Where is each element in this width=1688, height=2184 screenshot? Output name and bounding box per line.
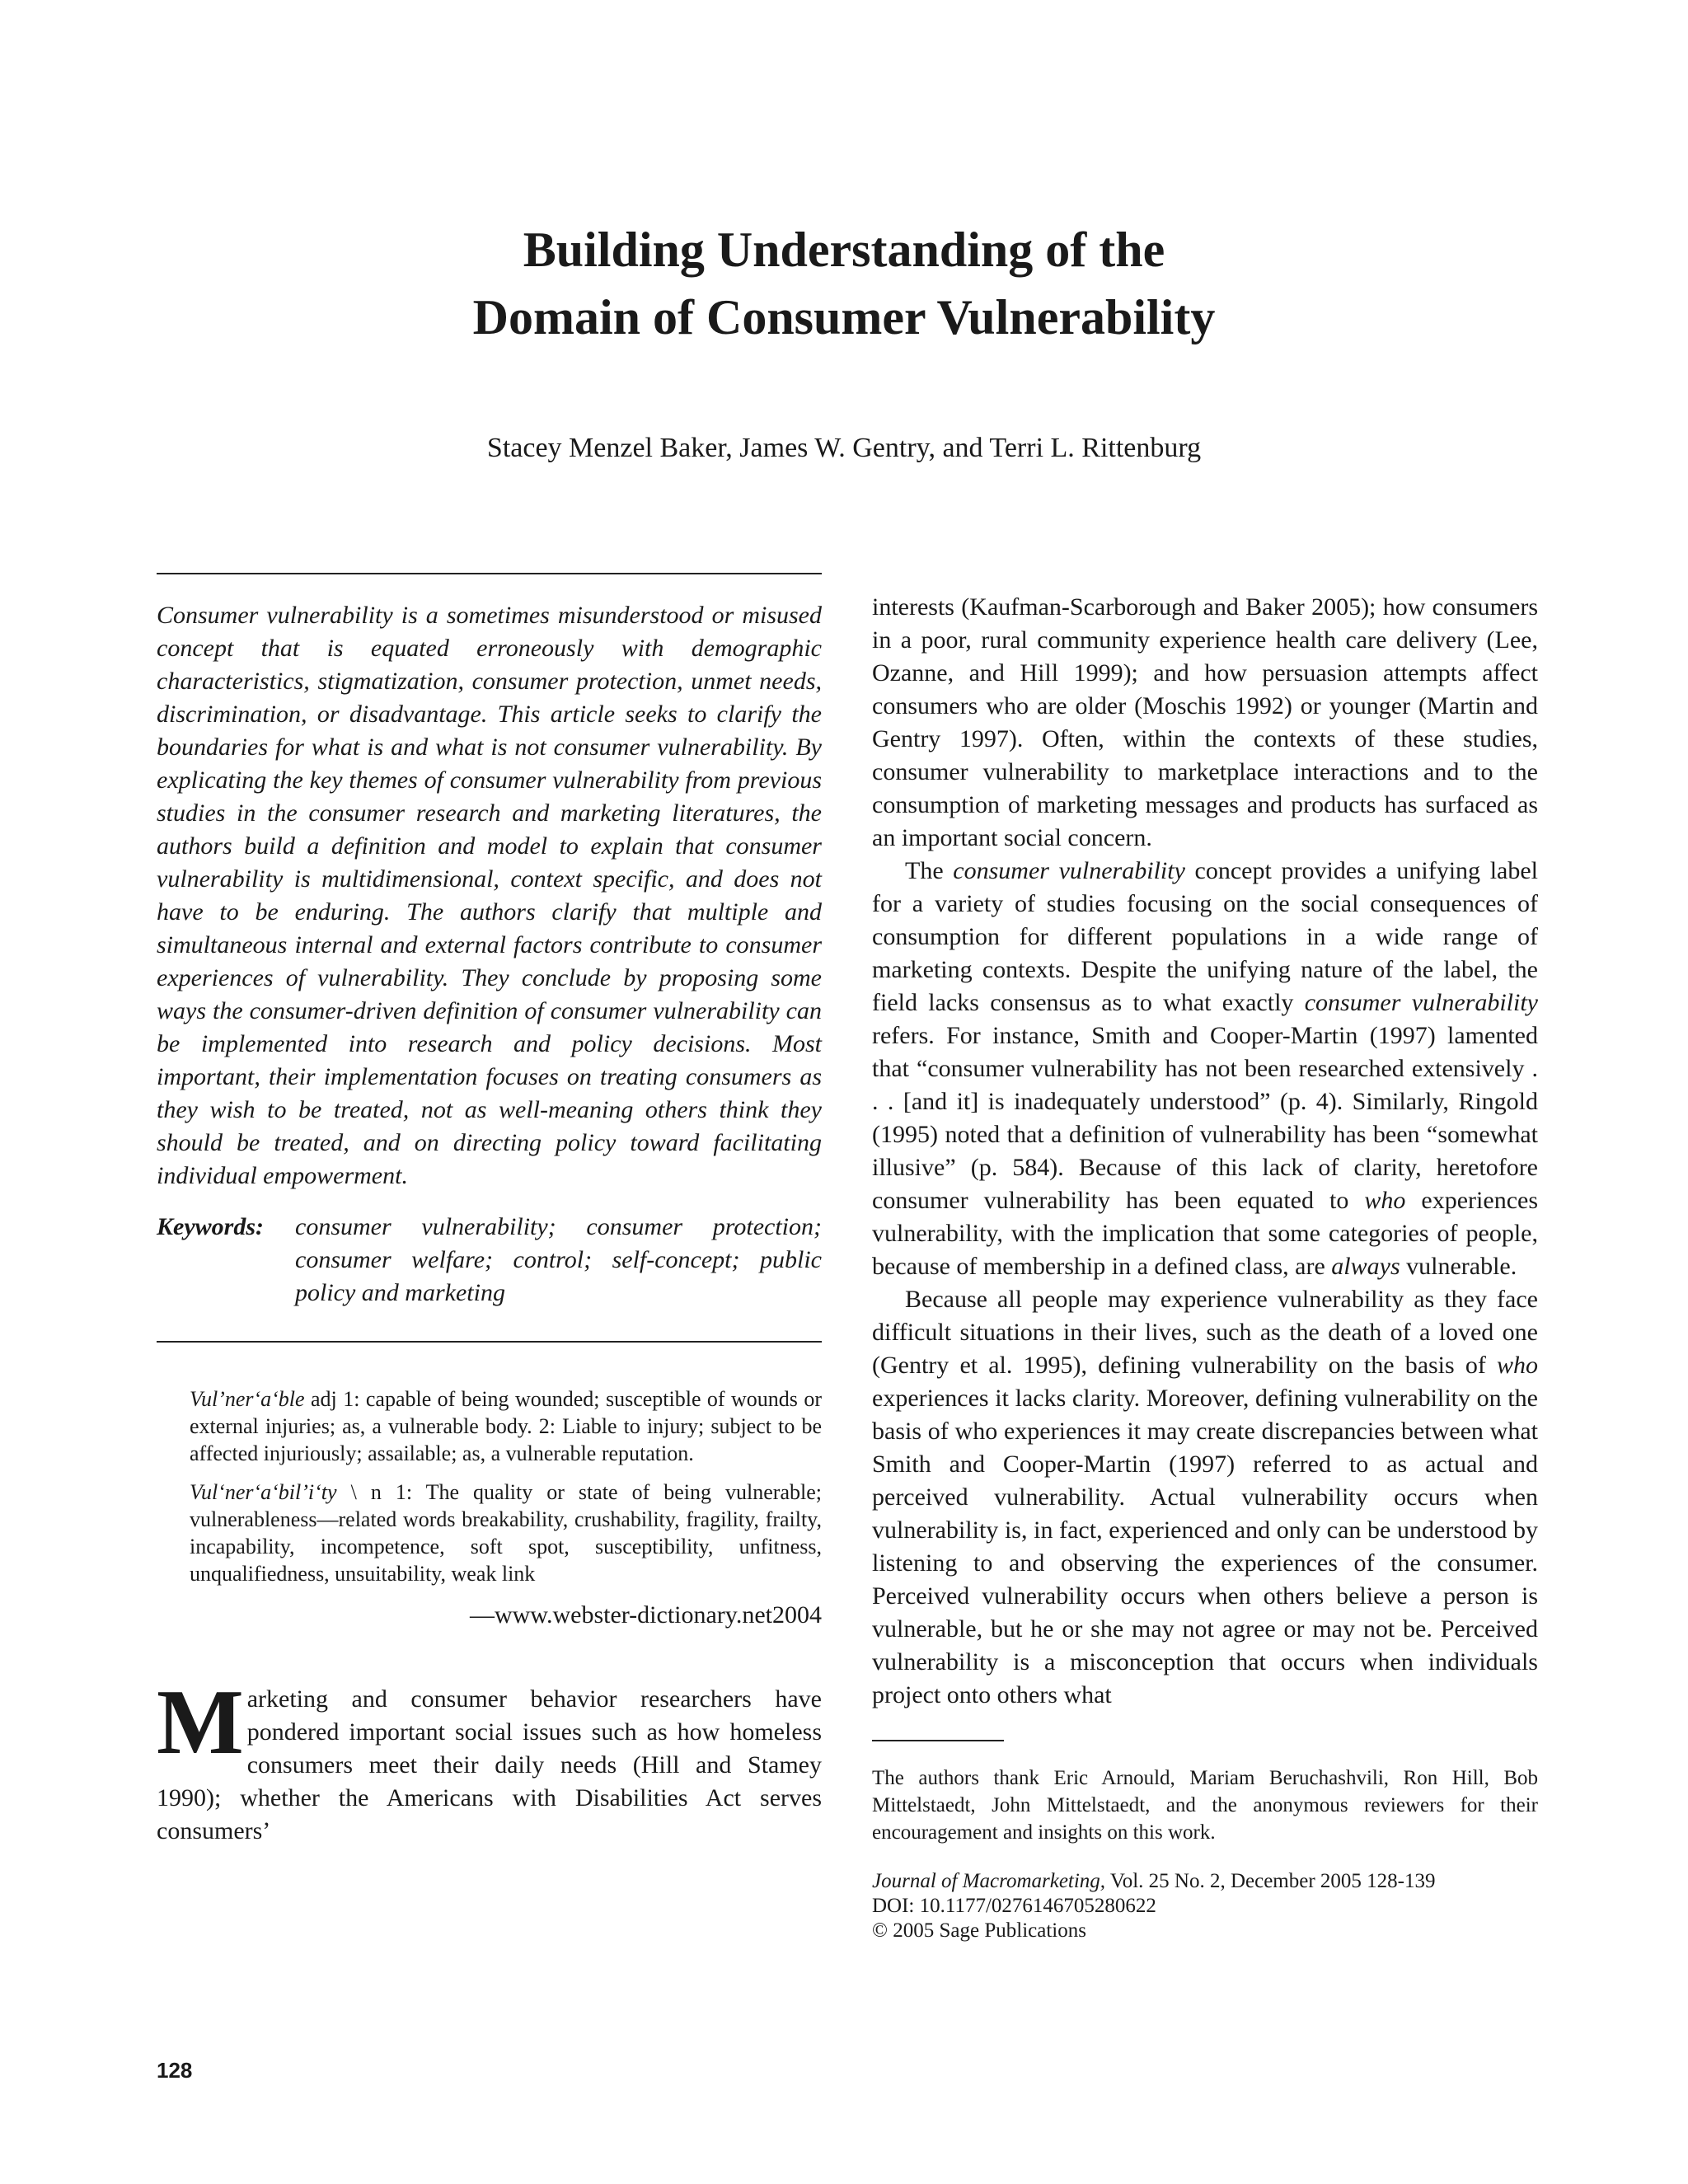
keywords-label: Keywords: [157, 1213, 264, 1240]
journal-doi: DOI: 10.1177/0276146705280622 [872, 1895, 1156, 1917]
dictionary-epigraph [190, 1385, 822, 1632]
title-line-2: Domain of Consumer Vulnerability [472, 290, 1216, 344]
p3-text-a: Because all people may experience vulnerability as they face difficult situations in their lives, such as the death of a loved one (Gentry et al. 1995), defining vulnerability on the basis of [872, 1286, 1538, 1379]
left-column [157, 573, 822, 1848]
p2-text-c: refers. For instance, Smith and Cooper-Martin (1997) lamented that “consumer vulnerability has not been researched extensively . . . [and it] is inadequately understood” (p. 4). Similarly, Ringold (1995) noted that a definition of vulnerability has been “somewhat illusive” (p. 584). Because of this lack of clarity, heretofore consumer vulnerability has been equated to [872, 1022, 1538, 1214]
acknowledgment-footnote: The authors thank Eric Arnould, Mariam Beruchashvili, Ron Hill, Bob Mittelstaedt, John Mittelstaedt, and the anonymous reviewers for their encouragement and insights on this work. [872, 1767, 1538, 1844]
drop-cap: M [157, 1671, 244, 1774]
intro-text: arketing and consumer behavior researchers have pondered important social issues such as how homeless consumers meet their daily needs (Hill and Stamey 1990); whether the Americans with Disabilities Act serves consumers’ [157, 1685, 822, 1844]
body-paragraph-2 [872, 855, 1538, 1283]
dictionary-definition-1: adj 1: capable of being wounded; susceptible of wounds or external injuries; as, a vulnerable body. 2: Liable to injury; subject to be affected injuriously; assailable; as, a vulnerable reputation. [190, 1387, 822, 1465]
body-text [872, 591, 1538, 1712]
p3-emphasis-1: who [1496, 1352, 1538, 1379]
p2-text-a: The [905, 857, 954, 884]
abstract-top-rule [157, 573, 822, 574]
p2-text-d: experiences vulnerability, with the implication that some categories of people, because of membership in a defined class, are [872, 1187, 1539, 1280]
author-list: Stacey Menzel Baker, James W. Gentry, and Terri L. Rittenburg [486, 433, 1202, 463]
abstract-bottom-rule [157, 1341, 822, 1343]
p2-text-b: concept provides a unifying label for a variety of studies focusing on the social consequences of consumption for different populations in a wide range of marketing contexts. Despite the unifying nature of the label, the field lacks consensus as to what exactly [872, 857, 1539, 1016]
journal-citation [872, 1869, 1538, 1894]
body-paragraph-3 [872, 1283, 1538, 1712]
dictionary-term-2: Vul‘ner‘a‘bil’i‘ty [190, 1480, 337, 1504]
p2-emphasis-3: who [1364, 1187, 1406, 1214]
journal-info [872, 1869, 1538, 1943]
abstract: Consumer vulnerability is a sometimes misunderstood or misused concept that is equated erroneously with demographic characteristics, stigmatization, consumer protection, unmet needs, discrimination, or disadvantage. This article seeks to clarify the boundaries for what is and what is not consumer vulnerability. By explicating the key themes of consumer vulnerability from previous studies in the consumer research and marketing literatures, the authors build a definition and model to explain that consumer vulnerability is multidimensional, context specific, and does not have to be enduring. The authors clarify that multiple and simultaneous internal and external factors contribute to consumer experiences of vulnerability. They conclude by proposing some ways the consumer-driven definition of consumer vulnerability can be implemented into research and policy decisions. Most important, their implementation focuses on treating consumers as they wish to be treated, not as well-meaning others think they should be treated, and on directing policy toward facilitating individual empowerment. [157, 602, 822, 1189]
dictionary-entry-1 [190, 1385, 822, 1467]
right-column [872, 591, 1538, 1943]
footnote-rule [872, 1740, 1004, 1741]
p2-emphasis-4: always [1331, 1253, 1400, 1280]
page-number: 128 [157, 2058, 193, 2083]
p2-emphasis-2: consumer vulnerability [1304, 989, 1538, 1016]
dictionary-source: —www.webster-dictionary.net2004 [469, 1601, 822, 1629]
journal-copyright: © 2005 Sage Publications [872, 1919, 1086, 1942]
dictionary-entry-2 [190, 1479, 822, 1587]
p3-text-b: experiences it lacks clarity. Moreover, defining vulnerability on the basis of who experiences it may create discrepancies between what Smith and Cooper-Martin (1997) referred to as actual and perceived vulnerability. Actual vulnerability occurs when vulnerability is, in fact, experienced and only can be understood by listening to and observing the experiences of the consumer. Perceived vulnerability occurs when others believe a person is vulnerable, but he or she may not agree or may not be. Perceived vulnerability is a misconception that occurs when individuals project onto others what [872, 1385, 1538, 1708]
p2-emphasis-1: consumer vulnerability [953, 857, 1185, 884]
keywords-list: consumer vulnerability; consumer protection; consumer welfare; control; self-concept; public policy and marketing [295, 1213, 822, 1306]
dictionary-term-1: Vul’ner‘a‘ble [190, 1387, 305, 1411]
dictionary-definition-2: \ n 1: The quality or state of being vulnerable; vulnerableness—related words breakability, crushability, fragility, frailty, incapability, incompetence, soft spot, susceptibility, unfitness, unqualifiedness, unsuitability, weak link [190, 1480, 822, 1586]
title-line-1: Building Understanding of the [523, 223, 1165, 277]
p2-text-e: vulnerable. [1400, 1253, 1517, 1280]
intro-paragraph [157, 1671, 822, 1848]
keywords [157, 1211, 822, 1310]
journal-name: Journal of Macromarketing, [872, 1870, 1106, 1892]
body-paragraph-1: interests (Kaufman-Scarborough and Baker 2005); how consumers in a poor, rural community experience health care delivery (Lee, Ozanne, and Hill 1999); and how persuasion attempts affect consumers who are older (Moschis 1992) or younger (Martin and Gentry 1997). Often, within the contexts of these studies, consumer vulnerability to marketplace interactions and to the consumption of marketing messages and products has surfaced as an important social concern. [872, 593, 1538, 851]
article-title [0, 216, 1688, 351]
journal-details: Vol. 25 No. 2, December 2005 128-139 [1105, 1870, 1436, 1892]
